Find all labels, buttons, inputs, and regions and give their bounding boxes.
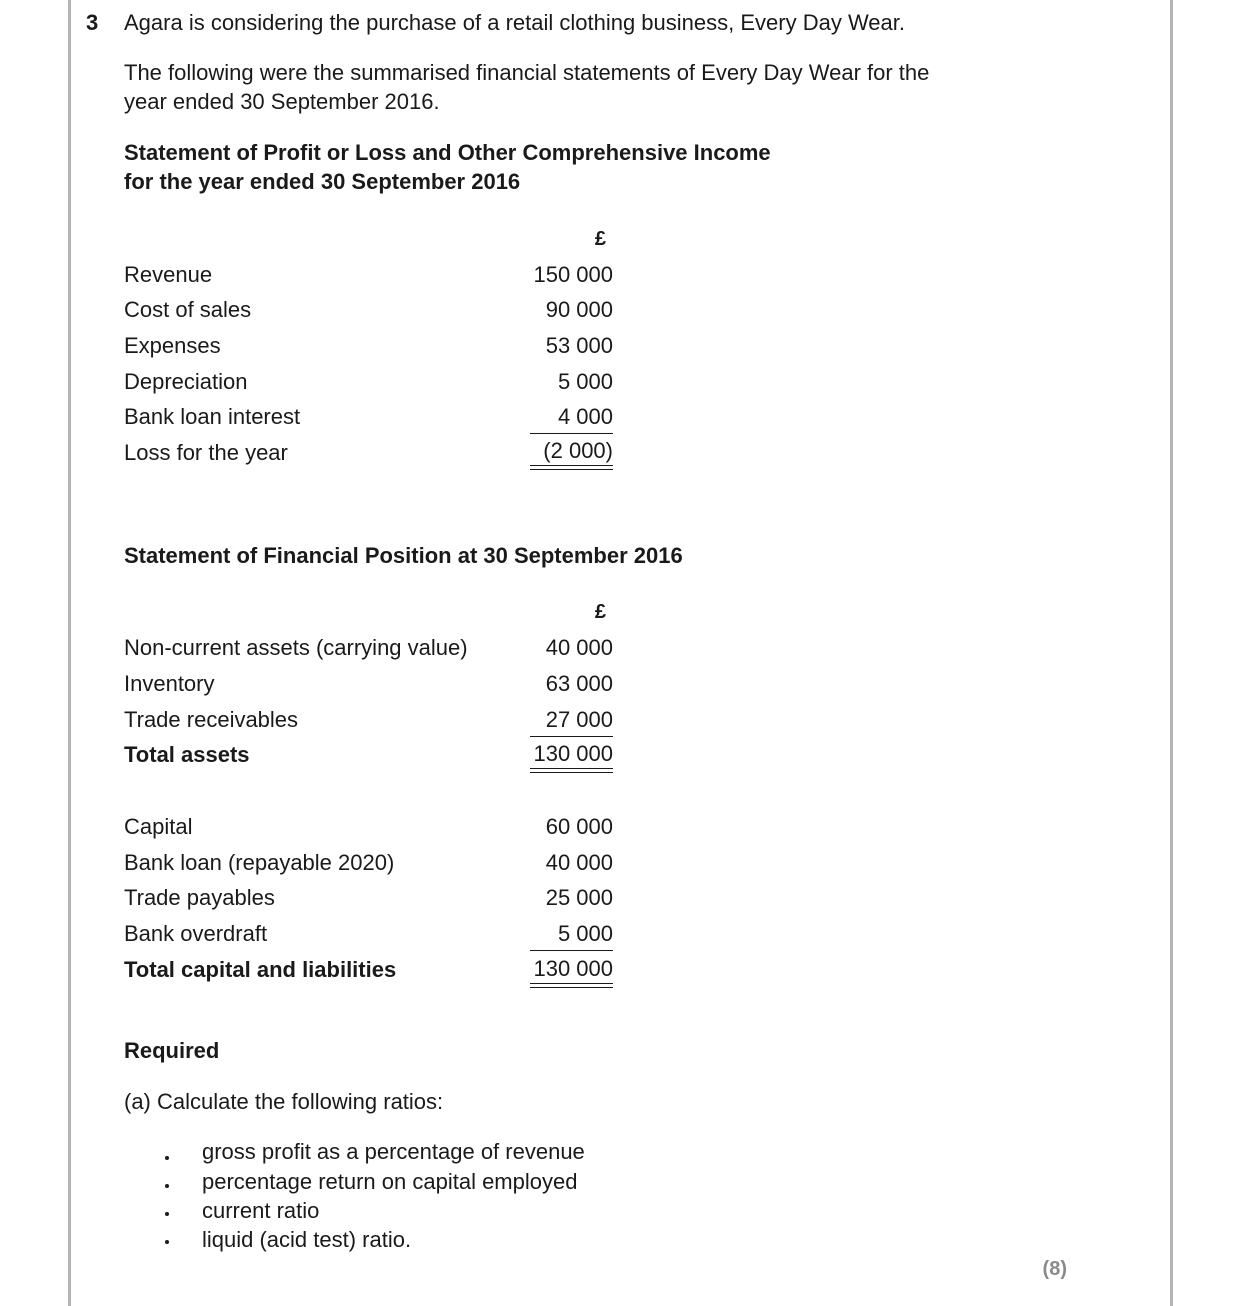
total-double-rule	[530, 983, 613, 988]
ratio-item: gross profit as a percentage of revenue	[202, 1139, 585, 1164]
asset-row-amount: 27 000	[545, 707, 613, 732]
total-assets-label: Total assets	[124, 742, 250, 767]
liability-row-label: Trade payables	[124, 885, 275, 910]
question-context-line-2: year ended 30 September 2016.	[124, 89, 440, 114]
question-number: 3	[86, 10, 99, 35]
required-heading: Required	[124, 1038, 220, 1063]
income-row-amount: 150 000	[533, 262, 613, 287]
liability-row-amount: 25 000	[545, 885, 613, 910]
liability-row-label: Bank loan (repayable 2020)	[124, 850, 395, 875]
subtotal-rule	[530, 736, 613, 737]
question-intro: Agara is considering the purchase of a retail clothing business, Every Day Wear.	[124, 10, 905, 35]
liability-row-amount: 5 000	[557, 921, 613, 946]
question-context-line-1: The following were the summarised financial statements of Every Day Wear for the	[124, 60, 930, 85]
liability-row-amount: 40 000	[545, 850, 613, 875]
total-capital-liabilities-label: Total capital and liabilities	[124, 957, 397, 982]
income-row-amount: 5 000	[557, 369, 613, 394]
marks-allocation: (8)	[1042, 1258, 1067, 1280]
subtotal-rule	[530, 433, 613, 434]
income-row-amount: (2 000)	[543, 438, 613, 463]
income-row-label: Expenses	[124, 333, 221, 358]
income-statement-subtitle: for the year ended 30 September 2016	[124, 169, 521, 194]
page-border-left	[68, 0, 71, 1306]
position-currency-header: £	[594, 601, 606, 623]
income-row-label: Revenue	[124, 262, 213, 287]
liability-row-amount: 60 000	[545, 814, 613, 839]
income-row-amount: 53 000	[545, 333, 613, 358]
income-row-amount: 90 000	[545, 297, 613, 322]
total-double-rule	[530, 465, 613, 470]
bullet-point	[165, 1156, 169, 1160]
page-border-right	[1170, 0, 1173, 1306]
income-row-label: Cost of sales	[124, 297, 252, 322]
income-currency-header: £	[594, 228, 606, 250]
financial-position-title: Statement of Financial Position at 30 September 2016	[124, 543, 683, 568]
ratio-item: percentage return on capital employed	[202, 1169, 578, 1194]
asset-row-amount: 40 000	[545, 635, 613, 660]
bullet-point	[165, 1212, 169, 1216]
bullet-point	[165, 1184, 169, 1188]
asset-row-amount: 63 000	[545, 671, 613, 696]
ratio-item: current ratio	[202, 1198, 320, 1223]
asset-row-label: Non-current assets (carrying value)	[124, 635, 468, 660]
total-capital-liabilities-amount: 130 000	[533, 956, 613, 981]
income-statement-title: Statement of Profit or Loss and Other Comprehensive Income	[124, 140, 771, 165]
bullet-point	[165, 1240, 169, 1244]
ratio-item: liquid (acid test) ratio.	[202, 1227, 412, 1252]
liability-row-label: Bank overdraft	[124, 921, 268, 946]
liability-row-label: Capital	[124, 814, 193, 839]
total-double-rule	[530, 768, 613, 773]
income-row-amount: 4 000	[557, 404, 613, 429]
part-a-instruction: (a) Calculate the following ratios:	[124, 1089, 444, 1114]
income-row-label: Loss for the year	[124, 440, 288, 465]
asset-row-label: Trade receivables	[124, 707, 299, 732]
asset-row-label: Inventory	[124, 671, 215, 696]
income-row-label: Depreciation	[124, 369, 248, 394]
income-row-label: Bank loan interest	[124, 404, 301, 429]
total-assets-amount: 130 000	[533, 741, 613, 766]
subtotal-rule	[530, 950, 613, 951]
